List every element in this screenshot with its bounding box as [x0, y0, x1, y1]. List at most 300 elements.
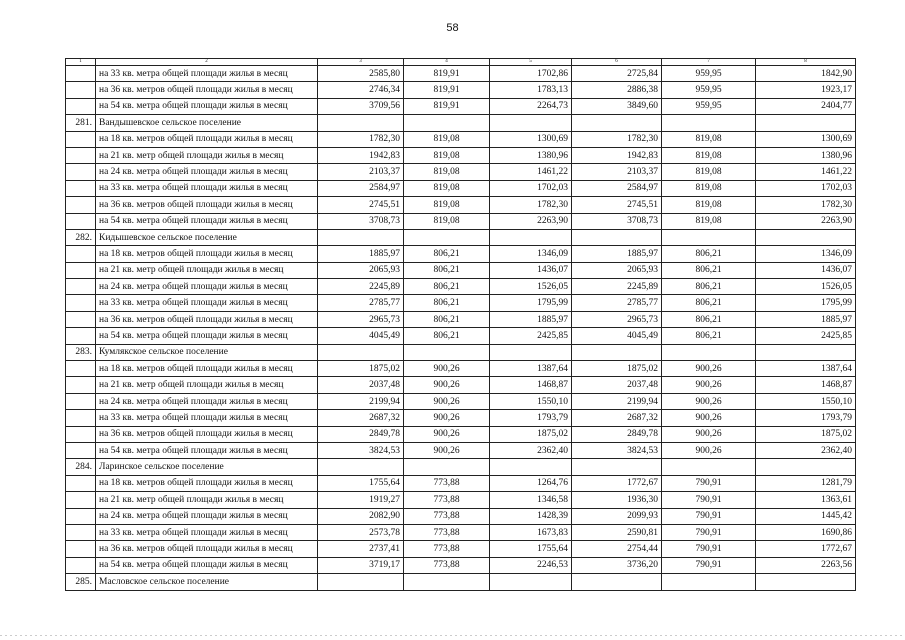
empty-cell	[662, 344, 756, 360]
row-label: на 36 кв. метров общей площади жилья в месяц	[96, 82, 318, 98]
value-cell: 2584,97	[572, 180, 662, 196]
value-cell: 2745,51	[572, 197, 662, 213]
column-number: 6	[572, 59, 662, 66]
row-label: на 18 кв. метров общей площади жилья в месяц	[96, 131, 318, 147]
table-row	[66, 377, 856, 393]
value-cell: 773,88	[404, 541, 490, 557]
value-cell: 790,91	[662, 524, 756, 540]
row-label: на 33 кв. метра общей площади жилья в месяц	[96, 180, 318, 196]
table-row	[66, 131, 856, 147]
value-cell: 1461,22	[756, 164, 856, 180]
index-cell	[66, 557, 96, 573]
value-cell: 2785,77	[318, 295, 404, 311]
value-cell: 819,08	[404, 180, 490, 196]
value-cell: 1782,30	[318, 131, 404, 147]
value-cell: 1690,86	[756, 524, 856, 540]
column-number: 8	[756, 59, 856, 66]
column-number: 4	[404, 59, 490, 66]
table-row	[66, 197, 856, 213]
value-cell: 1875,02	[318, 361, 404, 377]
section-row	[66, 115, 856, 131]
value-cell: 2264,73	[490, 98, 572, 114]
section-title: Масловское сельское поселение	[96, 574, 318, 590]
value-cell: 806,21	[404, 279, 490, 295]
value-cell: 3824,53	[318, 442, 404, 458]
section-title: Кумлякское сельское поселение	[96, 344, 318, 360]
value-cell: 1875,02	[490, 426, 572, 442]
index-cell	[66, 541, 96, 557]
value-cell: 1795,99	[756, 295, 856, 311]
value-cell: 2687,32	[572, 410, 662, 426]
value-cell: 790,91	[662, 492, 756, 508]
index-cell	[66, 98, 96, 114]
value-cell: 3709,56	[318, 98, 404, 114]
table-row	[66, 66, 856, 82]
value-cell: 900,26	[662, 361, 756, 377]
value-cell: 3736,20	[572, 557, 662, 573]
value-cell: 900,26	[662, 410, 756, 426]
value-cell: 773,88	[404, 475, 490, 491]
empty-cell	[756, 459, 856, 475]
value-cell: 2199,94	[318, 393, 404, 409]
row-label: на 24 кв. метра общей площади жилья в месяц	[96, 393, 318, 409]
value-cell: 2246,53	[490, 557, 572, 573]
value-cell: 819,08	[662, 147, 756, 163]
column-number: 2	[96, 59, 318, 66]
empty-cell	[662, 459, 756, 475]
value-cell: 1702,03	[490, 180, 572, 196]
value-cell: 3849,60	[572, 98, 662, 114]
value-cell: 2965,73	[572, 311, 662, 327]
index-cell	[66, 410, 96, 426]
value-cell: 1702,86	[490, 66, 572, 82]
index-cell	[66, 393, 96, 409]
value-cell: 819,08	[404, 131, 490, 147]
row-label: на 54 кв. метра общей площади жилья в месяц	[96, 98, 318, 114]
table-row	[66, 164, 856, 180]
row-label: на 36 кв. метров общей площади жилья в месяц	[96, 311, 318, 327]
value-cell: 773,88	[404, 524, 490, 540]
index-cell	[66, 508, 96, 524]
value-cell: 2199,94	[572, 393, 662, 409]
page-number: 58	[446, 22, 459, 34]
value-cell: 1842,90	[756, 66, 856, 82]
value-cell: 790,91	[662, 557, 756, 573]
value-cell: 2425,85	[490, 328, 572, 344]
value-cell: 1755,64	[318, 475, 404, 491]
value-cell: 1923,17	[756, 82, 856, 98]
value-cell: 1346,09	[490, 246, 572, 262]
row-label: на 18 кв. метров общей площади жилья в месяц	[96, 361, 318, 377]
empty-cell	[318, 459, 404, 475]
empty-cell	[318, 574, 404, 590]
value-cell: 819,91	[404, 98, 490, 114]
value-cell: 1550,10	[490, 393, 572, 409]
value-cell: 900,26	[662, 377, 756, 393]
value-cell: 773,88	[404, 508, 490, 524]
value-cell: 1936,30	[572, 492, 662, 508]
value-cell: 773,88	[404, 557, 490, 573]
value-cell: 900,26	[404, 426, 490, 442]
row-label: на 54 кв. метра общей площади жилья в месяц	[96, 442, 318, 458]
table-row	[66, 180, 856, 196]
value-cell: 819,08	[404, 164, 490, 180]
value-cell: 2590,81	[572, 524, 662, 540]
value-cell: 819,08	[662, 213, 756, 229]
value-cell: 2745,51	[318, 197, 404, 213]
value-cell: 2746,34	[318, 82, 404, 98]
value-cell: 790,91	[662, 541, 756, 557]
value-cell: 1436,07	[490, 262, 572, 278]
table-row	[66, 410, 856, 426]
value-cell: 1885,97	[318, 246, 404, 262]
empty-cell	[572, 115, 662, 131]
row-label: на 54 кв. метра общей площади жилья в месяц	[96, 328, 318, 344]
value-cell: 2584,97	[318, 180, 404, 196]
index-cell	[66, 197, 96, 213]
value-cell: 900,26	[404, 377, 490, 393]
table-row	[66, 508, 856, 524]
index-cell	[66, 377, 96, 393]
value-cell: 1300,69	[490, 131, 572, 147]
index-cell	[66, 147, 96, 163]
value-cell: 2103,37	[572, 164, 662, 180]
row-label: на 33 кв. метра общей площади жилья в месяц	[96, 66, 318, 82]
index-cell	[66, 82, 96, 98]
value-cell: 806,21	[662, 262, 756, 278]
value-cell: 959,95	[662, 66, 756, 82]
index-cell	[66, 131, 96, 147]
section-number: 281.	[66, 115, 96, 131]
value-cell: 1436,07	[756, 262, 856, 278]
empty-cell	[756, 115, 856, 131]
value-cell: 819,08	[662, 180, 756, 196]
table-row	[66, 524, 856, 540]
index-cell	[66, 164, 96, 180]
section-title: Кидышевское сельское поселение	[96, 229, 318, 245]
value-cell: 1387,64	[756, 361, 856, 377]
index-cell	[66, 492, 96, 508]
value-cell: 4045,49	[318, 328, 404, 344]
value-cell: 819,08	[662, 164, 756, 180]
value-cell: 806,21	[662, 311, 756, 327]
row-label: на 24 кв. метра общей площади жилья в месяц	[96, 279, 318, 295]
value-cell: 2425,85	[756, 328, 856, 344]
table-row	[66, 262, 856, 278]
value-cell: 1885,97	[756, 311, 856, 327]
value-cell: 2245,89	[572, 279, 662, 295]
value-cell: 1782,30	[756, 197, 856, 213]
value-cell: 2362,40	[490, 442, 572, 458]
row-label: на 21 кв. метр общей площади жилья в месяц	[96, 492, 318, 508]
value-cell: 806,21	[662, 246, 756, 262]
table-row	[66, 393, 856, 409]
value-cell: 2362,40	[756, 442, 856, 458]
column-number: 1	[66, 59, 96, 66]
empty-cell	[662, 229, 756, 245]
table-row	[66, 246, 856, 262]
value-cell: 1875,02	[756, 426, 856, 442]
empty-cell	[662, 574, 756, 590]
value-cell: 819,08	[404, 147, 490, 163]
empty-cell	[490, 344, 572, 360]
table-row	[66, 492, 856, 508]
value-cell: 2099,93	[572, 508, 662, 524]
value-cell: 1772,67	[572, 475, 662, 491]
empty-cell	[318, 229, 404, 245]
value-cell: 900,26	[404, 361, 490, 377]
value-cell: 2065,93	[318, 262, 404, 278]
index-cell	[66, 180, 96, 196]
value-cell: 773,88	[404, 492, 490, 508]
value-cell: 1468,87	[756, 377, 856, 393]
value-cell: 2082,90	[318, 508, 404, 524]
empty-cell	[756, 574, 856, 590]
row-label: на 21 кв. метр общей площади жилья в месяц	[96, 262, 318, 278]
value-cell: 806,21	[404, 246, 490, 262]
value-cell: 1428,39	[490, 508, 572, 524]
value-cell: 4045,49	[572, 328, 662, 344]
value-cell: 1380,96	[756, 147, 856, 163]
empty-cell	[572, 229, 662, 245]
table-row	[66, 442, 856, 458]
section-row	[66, 344, 856, 360]
table-row	[66, 147, 856, 163]
value-cell: 806,21	[404, 262, 490, 278]
table-row	[66, 279, 856, 295]
value-cell: 1673,83	[490, 524, 572, 540]
index-cell	[66, 279, 96, 295]
value-cell: 2037,48	[572, 377, 662, 393]
index-cell	[66, 66, 96, 82]
value-cell: 2737,41	[318, 541, 404, 557]
index-cell	[66, 475, 96, 491]
value-cell: 2573,78	[318, 524, 404, 540]
value-cell: 2849,78	[572, 426, 662, 442]
value-cell: 806,21	[662, 328, 756, 344]
value-cell: 806,21	[662, 279, 756, 295]
column-number: 3	[318, 59, 404, 66]
empty-cell	[490, 574, 572, 590]
row-label: на 36 кв. метров общей площади жилья в месяц	[96, 541, 318, 557]
value-cell: 819,08	[404, 213, 490, 229]
section-row	[66, 574, 856, 590]
value-cell: 959,95	[662, 98, 756, 114]
row-label: на 33 кв. метра общей площади жилья в месяц	[96, 524, 318, 540]
row-label: на 36 кв. метров общей площади жилья в месяц	[96, 197, 318, 213]
value-cell: 2785,77	[572, 295, 662, 311]
value-cell: 2687,32	[318, 410, 404, 426]
section-row	[66, 459, 856, 475]
value-cell: 1772,67	[756, 541, 856, 557]
scan-edge-artifact	[0, 635, 905, 636]
value-cell: 2263,90	[490, 213, 572, 229]
value-cell: 1942,83	[318, 147, 404, 163]
value-cell: 1264,76	[490, 475, 572, 491]
tariff-table	[65, 58, 856, 591]
value-cell: 900,26	[404, 410, 490, 426]
row-label: на 33 кв. метра общей площади жилья в месяц	[96, 410, 318, 426]
value-cell: 1363,61	[756, 492, 856, 508]
section-title: Ларинское сельское поселение	[96, 459, 318, 475]
section-number: 282.	[66, 229, 96, 245]
empty-cell	[572, 459, 662, 475]
value-cell: 1281,79	[756, 475, 856, 491]
index-cell	[66, 213, 96, 229]
section-number: 284.	[66, 459, 96, 475]
value-cell: 2965,73	[318, 311, 404, 327]
row-label: на 21 кв. метр общей площади жилья в месяц	[96, 377, 318, 393]
row-label: на 24 кв. метра общей площади жилья в месяц	[96, 508, 318, 524]
table-row	[66, 328, 856, 344]
value-cell: 2585,80	[318, 66, 404, 82]
empty-cell	[404, 459, 490, 475]
value-cell: 790,91	[662, 508, 756, 524]
value-cell: 1793,79	[490, 410, 572, 426]
value-cell: 900,26	[662, 393, 756, 409]
empty-cell	[490, 115, 572, 131]
value-cell: 900,26	[404, 442, 490, 458]
value-cell: 1783,13	[490, 82, 572, 98]
section-number: 283.	[66, 344, 96, 360]
value-cell: 1550,10	[756, 393, 856, 409]
value-cell: 819,08	[662, 197, 756, 213]
value-cell: 900,26	[404, 393, 490, 409]
empty-cell	[318, 344, 404, 360]
value-cell: 1885,97	[572, 246, 662, 262]
empty-cell	[404, 344, 490, 360]
value-cell: 2849,78	[318, 426, 404, 442]
index-cell	[66, 442, 96, 458]
value-cell: 2263,90	[756, 213, 856, 229]
value-cell: 819,91	[404, 66, 490, 82]
value-cell: 2725,84	[572, 66, 662, 82]
empty-cell	[318, 115, 404, 131]
empty-cell	[404, 229, 490, 245]
column-number-row	[66, 59, 856, 66]
empty-cell	[404, 115, 490, 131]
value-cell: 2263,56	[756, 557, 856, 573]
value-cell: 2245,89	[318, 279, 404, 295]
empty-cell	[490, 229, 572, 245]
table-row	[66, 361, 856, 377]
value-cell: 819,08	[662, 131, 756, 147]
value-cell: 2065,93	[572, 262, 662, 278]
value-cell: 1346,58	[490, 492, 572, 508]
table-row	[66, 557, 856, 573]
value-cell: 3708,73	[572, 213, 662, 229]
value-cell: 1526,05	[756, 279, 856, 295]
row-label: на 24 кв. метра общей площади жилья в месяц	[96, 164, 318, 180]
row-label: на 21 кв. метр общей площади жилья в месяц	[96, 147, 318, 163]
table-row	[66, 426, 856, 442]
index-cell	[66, 361, 96, 377]
empty-cell	[572, 574, 662, 590]
empty-cell	[756, 229, 856, 245]
value-cell: 1782,30	[490, 197, 572, 213]
row-label: на 54 кв. метра общей площади жилья в месяц	[96, 213, 318, 229]
row-label: на 36 кв. метров общей площади жилья в месяц	[96, 426, 318, 442]
table-row	[66, 213, 856, 229]
index-cell	[66, 262, 96, 278]
row-label: на 33 кв. метра общей площади жилья в месяц	[96, 295, 318, 311]
empty-cell	[572, 344, 662, 360]
value-cell: 1380,96	[490, 147, 572, 163]
table-row	[66, 98, 856, 114]
table-row	[66, 475, 856, 491]
row-label: на 18 кв. метров общей площади жилья в месяц	[96, 475, 318, 491]
value-cell: 2754,44	[572, 541, 662, 557]
value-cell: 1942,83	[572, 147, 662, 163]
section-row	[66, 229, 856, 245]
value-cell: 3708,73	[318, 213, 404, 229]
value-cell: 3824,53	[572, 442, 662, 458]
column-number: 7	[662, 59, 756, 66]
value-cell: 2037,48	[318, 377, 404, 393]
value-cell: 1793,79	[756, 410, 856, 426]
value-cell: 1782,30	[572, 131, 662, 147]
value-cell: 819,91	[404, 82, 490, 98]
value-cell: 1468,87	[490, 377, 572, 393]
row-label: на 18 кв. метров общей площади жилья в месяц	[96, 246, 318, 262]
value-cell: 900,26	[662, 426, 756, 442]
empty-cell	[404, 574, 490, 590]
value-cell: 806,21	[404, 328, 490, 344]
index-cell	[66, 328, 96, 344]
value-cell: 1300,69	[756, 131, 856, 147]
value-cell: 806,21	[662, 295, 756, 311]
table-row	[66, 311, 856, 327]
value-cell: 959,95	[662, 82, 756, 98]
table-row	[66, 295, 856, 311]
row-label: на 54 кв. метра общей площади жилья в месяц	[96, 557, 318, 573]
section-title: Вандышевское сельское поселение	[96, 115, 318, 131]
value-cell: 806,21	[404, 311, 490, 327]
value-cell: 1755,64	[490, 541, 572, 557]
value-cell: 790,91	[662, 475, 756, 491]
value-cell: 1875,02	[572, 361, 662, 377]
index-cell	[66, 524, 96, 540]
value-cell: 1346,09	[756, 246, 856, 262]
value-cell: 1702,03	[756, 180, 856, 196]
value-cell: 1885,97	[490, 311, 572, 327]
index-cell	[66, 426, 96, 442]
value-cell: 1526,05	[490, 279, 572, 295]
empty-cell	[662, 115, 756, 131]
value-cell: 1445,42	[756, 508, 856, 524]
section-number: 285.	[66, 574, 96, 590]
empty-cell	[490, 459, 572, 475]
table-row	[66, 541, 856, 557]
column-number: 5	[490, 59, 572, 66]
value-cell: 900,26	[662, 442, 756, 458]
empty-cell	[756, 344, 856, 360]
index-cell	[66, 311, 96, 327]
index-cell	[66, 295, 96, 311]
value-cell: 2886,38	[572, 82, 662, 98]
value-cell: 1919,27	[318, 492, 404, 508]
value-cell: 2404,77	[756, 98, 856, 114]
value-cell: 2103,37	[318, 164, 404, 180]
value-cell: 1795,99	[490, 295, 572, 311]
value-cell: 3719,17	[318, 557, 404, 573]
index-cell	[66, 246, 96, 262]
value-cell: 1387,64	[490, 361, 572, 377]
table-row	[66, 82, 856, 98]
value-cell: 1461,22	[490, 164, 572, 180]
value-cell: 819,08	[404, 197, 490, 213]
value-cell: 806,21	[404, 295, 490, 311]
